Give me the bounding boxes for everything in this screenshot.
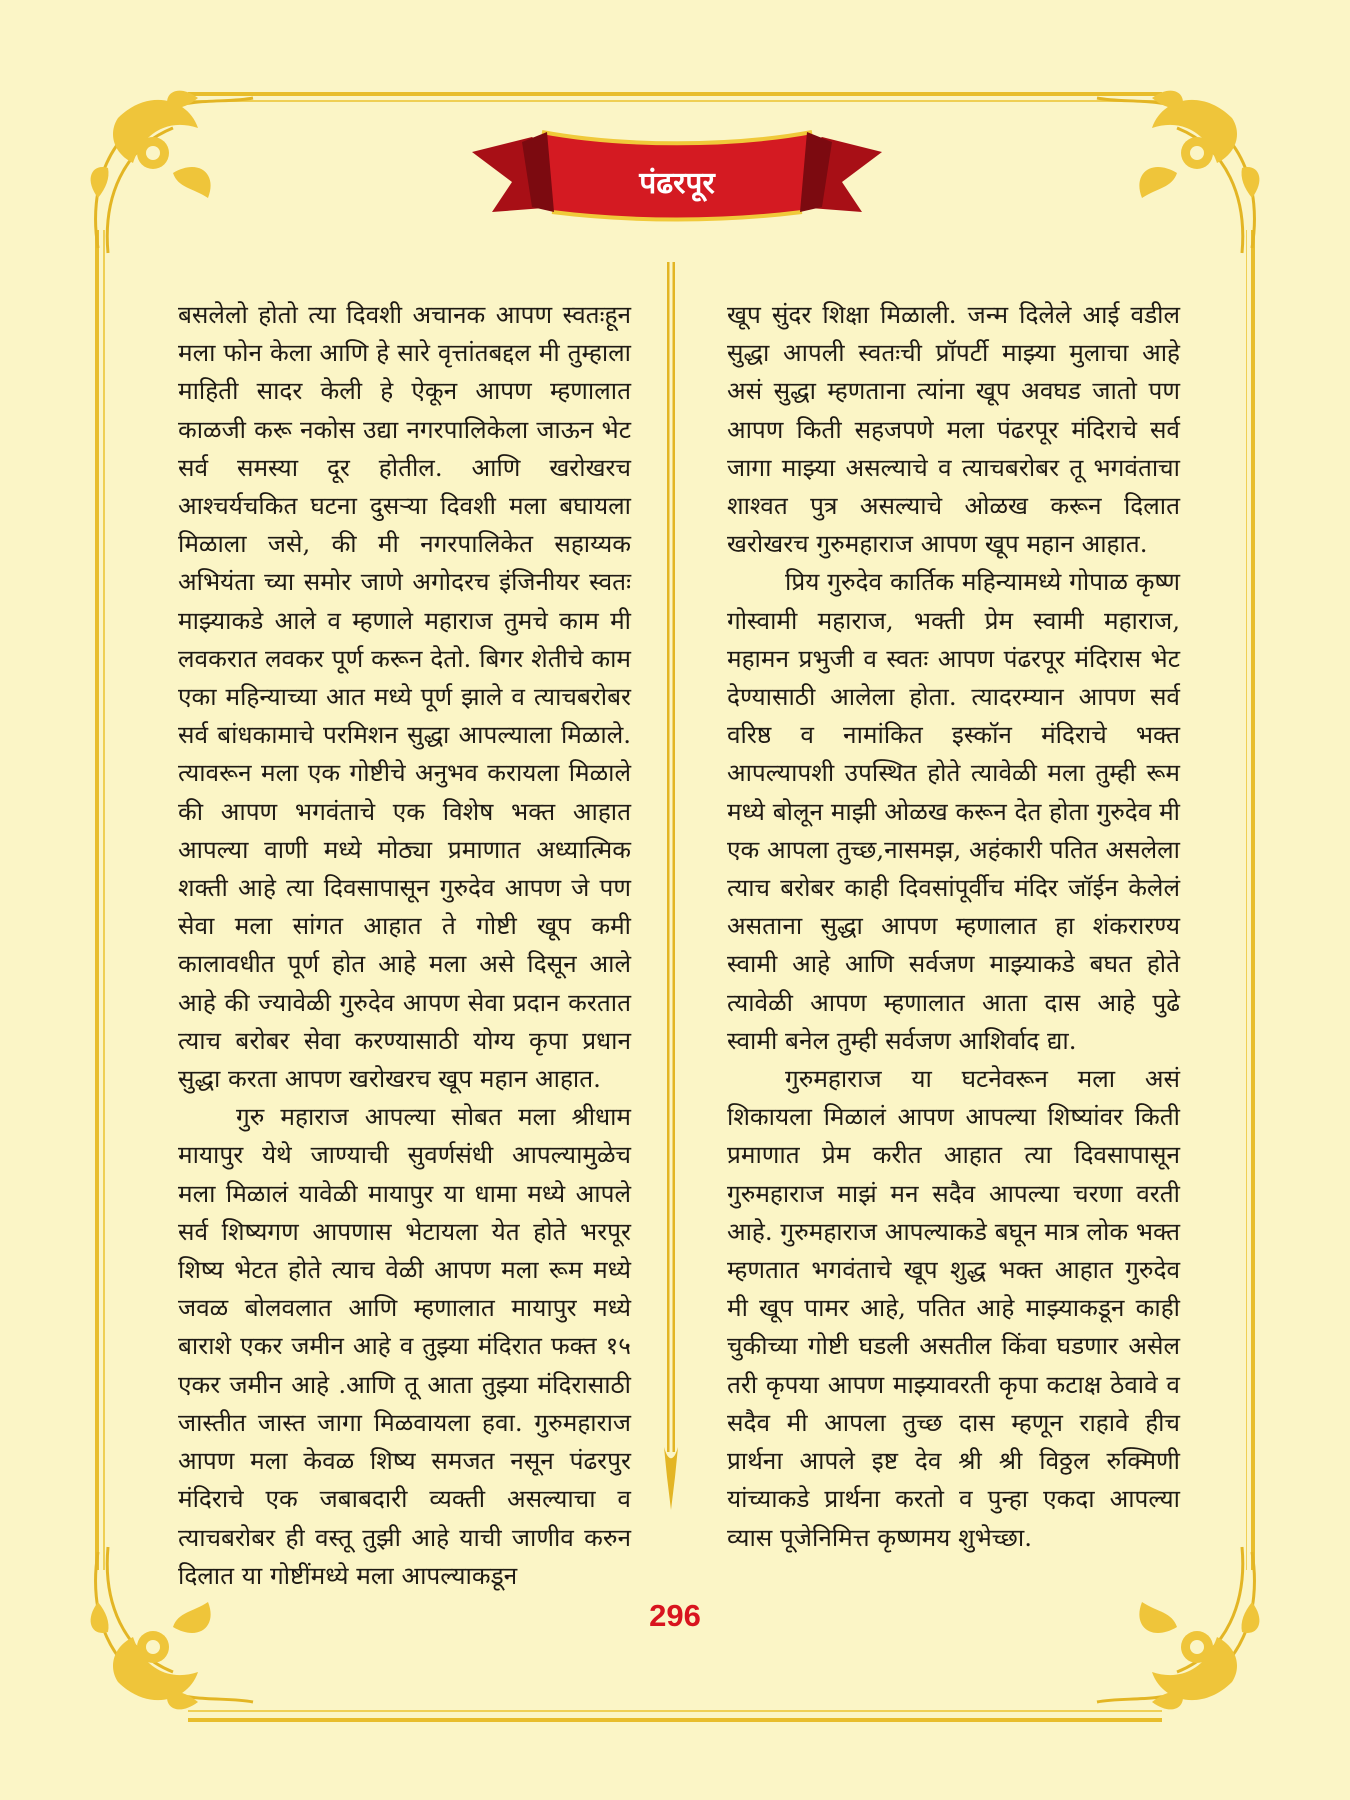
border-left (95, 230, 99, 1570)
paragraph: गुरु महाराज आपल्या सोबत मला श्रीधाम मायापुर येथे जाण्याची सुवर्णसंधी आपल्यामुळेच मला मिळालं यावेळी मायापुर या धामा मध्ये आपले सर्व शिष्यगण आपणास भेटायला येत होते भरपूर शिष्य भेटत होते त्याच वेळी आपण मला रूम मध्ये जवळ बोलवलात आणि म्हणालात मायापुर मध्ये बाराशे एकर जमीन आहे व तुझ्या मंदिरात फक्त १५ एकर जमीन आहे .आणि तू आता तुझ्या मंदिरासाठी जास्तीत जास्त जागा मिळवायला हवा. गुरुमहाराज आपण मला केवळ शिष्य समजत नसून पंढरपुर मंदिराचे एक जबाबदारी व्यक्ती असल्याचा व त्याचबरोबर ही वस्तू तुझी आहे याची जाणीव करुन दिलात या गोष्टींमध्ये मला आपल्याकडून (178, 1102, 631, 1590)
border-left-inner (103, 230, 105, 1570)
page-title: पंढरपूर (639, 166, 715, 201)
border-top-inner (188, 100, 1162, 102)
paragraph: गुरुमहाराज या घटनेवरून मला असं शिकायला मिळालं आपण आपल्या शिष्यांवर किती प्रमाणात प्रेम करीत आहात त्या दिवसापासून गुरुमहाराज माझं मन सदैव आपल्या चरणा वरती आहे. गुरुमहाराज आपल्याकडे बघून मात्र लोक भक्त म्हणतात भगवंताचे खूप शुद्ध भक्त आहात गुरुदेव मी खूप पामर आहे, पतित आहे माझ्याकडून काही चुकीच्या गोष्टी घडली असतील किंवा घडणार असेल तरी कृपया आपण माझ्यावरती कृपा कटाक्ष ठेवावे व सदैव मी आपला तुच्छ दास म्हणून राहावे हीच प्रार्थना आपले इष्ट देव श्री श्री विठ्ठल रुक्मिणी यांच्याकडे प्रार्थना करतो व पुन्हा एकदा आपल्या व्यास पूजेनिमित्त कृष्णमय शुभेच्छा. (727, 1064, 1180, 1552)
right-column (727, 296, 1180, 1557)
column-divider (663, 262, 679, 1512)
corner-ornament-icon (1072, 78, 1272, 278)
paragraph: प्रिय गुरुदेव कार्तिक महिन्यामध्ये गोपाळ कृष्ण गोस्वामी महाराज, भक्ती प्रेम स्वामी महाराज, महामन प्रभुजी व स्वतः आपण पंढरपूर मंदिरास भेट देण्यासाठी आलेला होता. त्यादरम्यान आपण सर्व वरिष्ठ व नामांकित इस्कॉन मंदिराचे भक्त आपल्यापशी उपस्थित होते त्यावेळी मला तुम्ही रूम मध्ये बोलून माझी ओळख करून देत होता गुरुदेव मी एक आपला तुच्छ,नासमझ, अहंकारी पतित असलेला त्याच बरोबर काही दिवसांपूर्वीच मंदिर जॉईन केलेलं असताना सुद्धा आपण म्हणालात हा शंकरारण्य स्वामी आहे आणि सर्वजण माझ्याकडे बघत होते त्यावेळी आपण म्हणालात आता दास आहे पुढे स्वामी बनेल तुम्ही सर्वजण आशिर्वाद द्या. (727, 567, 1180, 1055)
paragraph: बसलेलो होतो त्या दिवशी अचानक आपण स्वतःहून मला फोन केला आणि हे सारे वृत्तांतबद्दल मी तुम्हाला माहिती सादर केली हे ऐकून आपण म्हणालात काळजी करू नकोस उद्या नगरपालिकेला जाऊन भेट सर्व समस्या दूर होतील. आणि खरोखरच आश्चर्यचकित घटना दुसऱ्या दिवशी मला बघायला मिळाला जसे, की मी नगरपालिकेत सहाय्यक अभियंता च्या समोर जाणे अगोदरच इंजिनीयर स्वतः माझ्याकडे आले व म्हणाले महाराज तुमचे काम मी लवकरात लवकर पूर्ण करून देतो. बिगर शेतीचे काम एका महिन्याच्या आत मध्ये पूर्ण झाले व त्याचबरोबर सर्व बांधकामाचे परमिशन सुद्धा आपल्याला मिळाले. त्यावरून मला एक गोष्टीचे अनुभव करायला मिळाले की आपण भगवंताचे एक विशेष भक्त आहात आपल्या वाणी मध्ये मोठ्या प्रमाणात अध्यात्मिक शक्ती आहे त्या दिवसापासून गुरुदेव आपण जे पण सेवा मला सांगत आहात ते गोष्टी खूप कमी कालावधीत पूर्ण होत आहे मला असे दिसून आले आहे की ज्यावेळी गुरुदेव आपण सेवा प्रदान करतात त्याच बरोबर सेवा करण्यासाठी योग्य कृपा प्रधान सुद्धा करता आपण खरोखरच खूप महान आहात. (178, 300, 631, 1094)
border-bottom-inner (188, 1710, 1162, 1712)
border-right-inner (1246, 230, 1248, 1570)
page-number: 296 (649, 1598, 701, 1633)
border-top (188, 92, 1162, 96)
corner-ornament-icon (78, 78, 278, 278)
border-right (1251, 230, 1255, 1570)
left-column (178, 296, 631, 1595)
border-bottom (188, 1718, 1162, 1722)
paragraph: खूप सुंदर शिक्षा मिळाली. जन्म दिलेले आई वडील सुद्धा आपली स्वतःची प्रॉपर्टी माझ्या मुलाचा आहे असं सुद्धा म्हणताना त्यांना खूप अवघड जातो पण आपण किती सहजपणे मला पंढरपूर मंदिराचे सर्व जागा माझ्या असल्याचे व त्याचबरोबर तू भगवंताचा शाश्वत पुत्र असल्याचे ओळख करून दिलात खरोखरच गुरुमहाराज आपण खूप महान आहात. (727, 300, 1180, 559)
